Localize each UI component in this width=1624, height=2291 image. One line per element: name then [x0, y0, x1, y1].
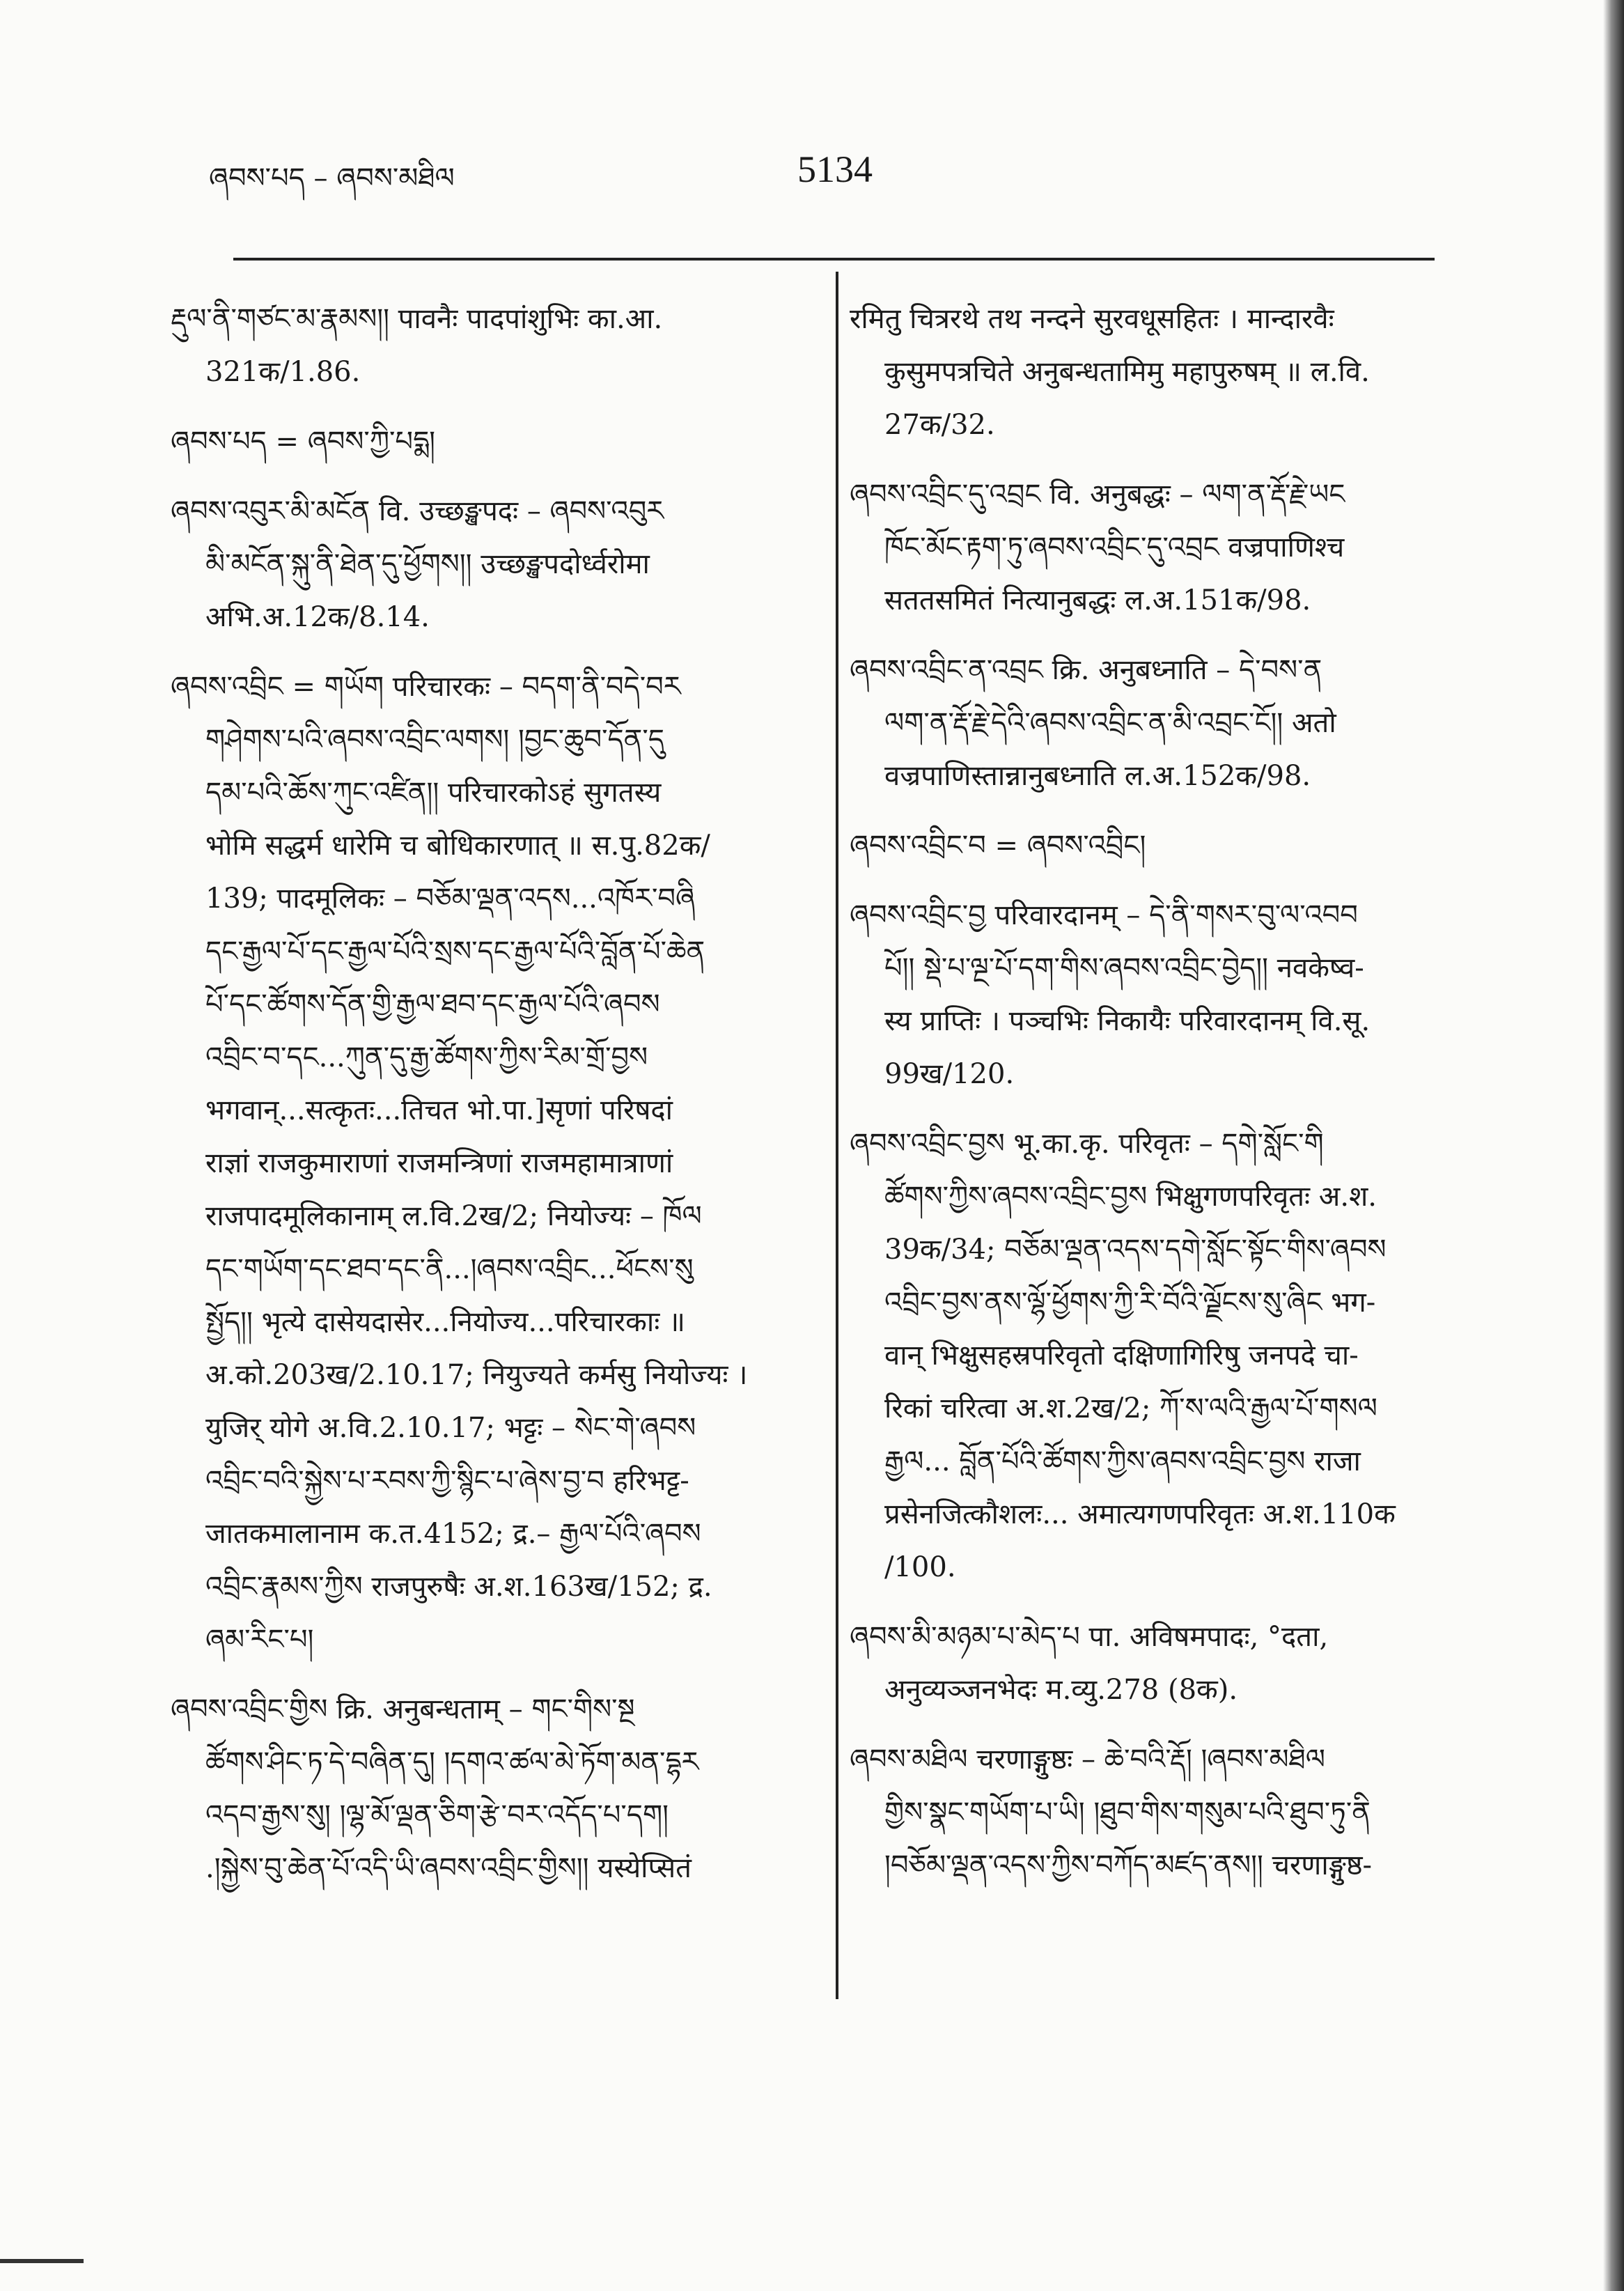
scan-mark — [0, 2259, 84, 2263]
right-column — [850, 293, 1462, 1909]
entry-line: ཞམ་རིང་པ། — [205, 1624, 314, 1656]
dictionary-entry — [850, 1117, 1462, 1594]
entry-line: अनुव्यञ्जनभेदः म.व्यु.278 (8क). — [884, 1674, 1238, 1706]
entry-line: ཞབས་འབྲིང་བ = ཞབས་འབྲིང། — [850, 830, 1146, 862]
entry-line: ཞབས་འབྲིང = གཡོག परिचारकः – བདག་ནི་བདེ་བར — [171, 671, 681, 703]
dictionary-entry — [171, 293, 811, 398]
entry-line: ཞབས་འབྲིང་གྱིས क्रि. अनुबन्धताम् – གང་གིས་སྔ — [171, 1693, 635, 1725]
entry-line: भगवान्...सत्कृतः...तिचत भो.पा.]सृणां परिषदां — [205, 1094, 673, 1126]
entry-line: वान् भिक्षुसहस्रपरिवृतो दक्षिणागिरिषु जनपदे चा- — [884, 1339, 1359, 1372]
dictionary-entry — [850, 468, 1462, 627]
column-divider — [836, 272, 838, 1999]
header-rule — [233, 258, 1435, 261]
entry-line: 27क/32. — [884, 409, 995, 441]
entry-line: ཞབས་མི་མཉམ་པ་མེད་པ पा. अविषमपादः, °दता, — [850, 1621, 1329, 1653]
entry-line: .།སྐྱེས་བུ་ཆེན་པོ་འདི་ཡི་ཞབས་འབྲིང་གྱིས།། यस्येप्सितं — [205, 1852, 692, 1884]
dictionary-entry — [850, 1610, 1462, 1716]
dictionary-entry — [171, 415, 811, 468]
entry-line: युजिर् योगे अ.वि.2.10.17; भट्टः – སེང་གེ་ཞབས — [205, 1412, 696, 1444]
entry-line: དང་གཡོག་དང་ཐབ་དང་ནི...།ཞབས་འབྲིང...ཕོངས་སུ — [205, 1253, 694, 1285]
entry-line: རྡུལ་ནི་གཙང་མ་རྣམས།། पावनैः पादपांशुभिः का.आ. — [171, 303, 663, 335]
page-edge — [1603, 0, 1624, 2291]
entry-line: ཞབས་འབྲིང་བྱས भू.का.कृ. परिवृतः – དགེ་སློང་གི — [850, 1128, 1324, 1160]
entry-line: མི་མངོན་སྐུ་ནི་ཐེན་དུ་ཕྱོགས།། उच्छङ्खपदोर्ध्वरोमा — [205, 548, 650, 580]
entry-line: जातकमालानाम क.त.4152; द्र.– རྒྱལ་པོའི་ཞབས — [205, 1518, 701, 1550]
entry-line: 139; पादमूलिकः – བཅོམ་ལྡན་འདས...འཁོར་བཞི — [205, 883, 696, 915]
entry-line: གཤེགས་པའི་ཞབས་འབྲིང་ལགས། །བྱང་ཆུབ་དོན་དུ — [205, 724, 664, 756]
dictionary-entry — [171, 1683, 811, 1895]
entry-line: ཞབས་འབྲིང་བྱ परिवारदानम् – དེ་ནི་གསར་བུ་ལ་འབབ — [850, 899, 1358, 931]
entry-line: 321क/1.86. — [205, 356, 361, 388]
entry-line: །བཅོམ་ལྡན་འདས་ཀྱིས་བཀོད་མཛད་ནས།། चरणाङ्गुष्ठ- — [884, 1849, 1373, 1881]
page-number: 5134 — [797, 148, 873, 190]
entry-line: 99ख/120. — [884, 1058, 1015, 1090]
entry-line: ཞབས་འབྲིང་ན་འབྲང क्रि. अनुबध्नाति – དེ་བས་ན — [850, 654, 1322, 686]
entry-line: रिकां चरित्वा अ.श.2ख/2; ཀོ་ས་ལའི་རྒྱལ་པོ་གསལ — [884, 1392, 1377, 1424]
entry-line: གྱིས་སྣང་གཡོག་པ་ཡི། །ཐུབ་གིས་གསུམ་པའི་ཐུབ་ཏུ་ནི — [884, 1796, 1371, 1828]
entry-line: 39क/34; བཅོམ་ལྡན་འདས་དགེ་སློང་སྟོང་གིས་ཞབས — [884, 1234, 1387, 1266]
header-left: ཞབས་པད – ཞབས་མཐིལ — [209, 162, 455, 194]
entry-line: ཞབས་འབུར་མི་མངོན वि. उच्छङ्खपदः – ཞབས་འབུར — [171, 495, 664, 527]
entry-line: अ.को.203ख/2.10.17; नियुज्यते कर्मसु नियोज्यः । — [205, 1359, 748, 1391]
entry-line: /100. — [884, 1551, 956, 1583]
dictionary-entry — [850, 644, 1462, 802]
entry-line: ལག་ན་རྡོ་རྗེ་དེའི་ཞབས་འབྲིང་ན་མི་འབྲང་ངོ།། अतो — [884, 707, 1336, 739]
entry-line: འབྲིང་རྣམས་ཀྱིས राजपुरुषैः अ.श.163ख/152; द्र. — [205, 1571, 712, 1603]
entry-line: स्य प्राप्तिः । पञ्चभिः निकायैः परिवारदानम् वि.सू. — [884, 1005, 1371, 1037]
entry-line: འབྲིང་བྱས་ནས་ལྷོ་ཕྱོགས་ཀྱི་རི་བོའི་ལྗོངས་སུ་ཞིང भग- — [884, 1287, 1376, 1319]
entry-line: འབྲིང་བའི་སྐྱེས་པ་རབས་ཀྱི་སྙིང་པ་ཞེས་བྱ་བ हरिभट्ट- — [205, 1465, 689, 1497]
entry-line: པོ་དང་ཚོགས་དོན་གྱི་རྒྱལ་ཐབ་དང་རྒྱལ་པོའི་ཞབས — [205, 988, 660, 1020]
entry-line: ཚོགས་ཤིང་ཏ་དེ་བཞིན་དུ། །དགའ་ཚལ་མེ་ཏོག་མན་དྷར — [205, 1746, 699, 1778]
entry-line: དམ་པའི་ཆོས་ཀུང་འཛིན།། परिचारकोऽहं सुगतस्य — [205, 777, 662, 809]
dictionary-entry — [850, 1733, 1462, 1892]
entry-line: प्रसेनजित्कौशलः... अमात्यगणपरिवृतः अ.श.110क — [884, 1498, 1396, 1530]
entry-line: པོ།། སྡེ་པ་ལྔ་པོ་དག་གིས་ཞབས་འབྲིང་བྱེད།། नवकेष्व- — [884, 952, 1364, 984]
dictionary-entry — [850, 889, 1462, 1101]
entry-line: ཞབས་འབྲིང་དུ་འབྲང वि. अनुबद्धः – ལག་ན་རྡོ་རྗེ་ཡང — [850, 479, 1345, 511]
entry-line: རྒྱལ... བློན་པོའི་ཚོགས་ཀྱིས་ཞབས་འབྲིང་བྱས राजा — [884, 1445, 1361, 1477]
entry-line: འདབ་རྒྱས་སུ། །ལྷ་མོ་ལྡན་ཅིག་རྩེ་བར་འདོད་པ་དག། — [205, 1799, 669, 1831]
entry-line: ཁོང་མོང་རྟག་ཏུ་ཞབས་འབྲིང་དུ་འབྲང वज्रपाणिश्च — [884, 531, 1345, 564]
entry-line: कुसुमपत्रचिते अनुबन्धतामिमु महापुरुषम् ॥ ल.वि. — [884, 356, 1370, 388]
entry-line: सततसमितं नित्यानुबद्धः ल.अ.151क/98. — [884, 584, 1311, 616]
entry-line: སྤྱོད།། भृत्ये दासेयदासेर...नियोज्य...परिचारकाः ॥ — [205, 1306, 685, 1338]
entry-line: भोमि सद्धर्म धारेमि च बोधिकारणात् ॥ स.पु.82क/ — [205, 830, 710, 862]
left-column — [171, 293, 811, 1911]
dictionary-entry — [171, 485, 811, 644]
dictionary-entry — [850, 819, 1462, 872]
entry-line: रमितु चित्ररथे तथ नन्दने सुरवधूसहितः । मान्दारवैः — [850, 303, 1334, 335]
entry-line: ཞབས་པད = ཞབས་ཀྱི་པདྨ། — [171, 426, 436, 458]
entry-line: ཚོགས་ཀྱིས་ཞབས་འབྲིང་བྱས भिक्षुगणपरिवृतः अ.श. — [884, 1181, 1377, 1213]
entry-line: वज्रपाणिस्तान्नानुबध्नाति ल.अ.152क/98. — [884, 760, 1311, 792]
dictionary-entry — [171, 660, 811, 1666]
entry-line: राज्ञां राजकुमाराणां राजमन्त्रिणां राजमहामात्राणां — [205, 1147, 673, 1179]
dictionary-entry — [850, 293, 1462, 451]
entry-line: དང་རྒྱལ་པོ་དང་རྒྱལ་པོའི་སྲས་དང་རྒྱལ་པོའི་བློན་པོ་ཆེན — [205, 935, 705, 968]
entry-line: ཞབས་མཐིལ चरणाङ्गुष्ठः – ཆེ་བའི་རྡོ། །ཞབས་མཐིལ — [850, 1744, 1325, 1776]
entry-line: अभि.अ.12क/8.14. — [205, 601, 430, 633]
entry-line: འབྲིང་བ་དང...ཀུན་དུ་རྒྱ་ཚོགས་ཀྱིས་རིམ་གྲོ་བྱས — [205, 1041, 648, 1073]
entry-line: राजपादमूलिकानाम् ल.वि.2ख/2; नियोज्यः – ཁོལ — [205, 1200, 702, 1232]
